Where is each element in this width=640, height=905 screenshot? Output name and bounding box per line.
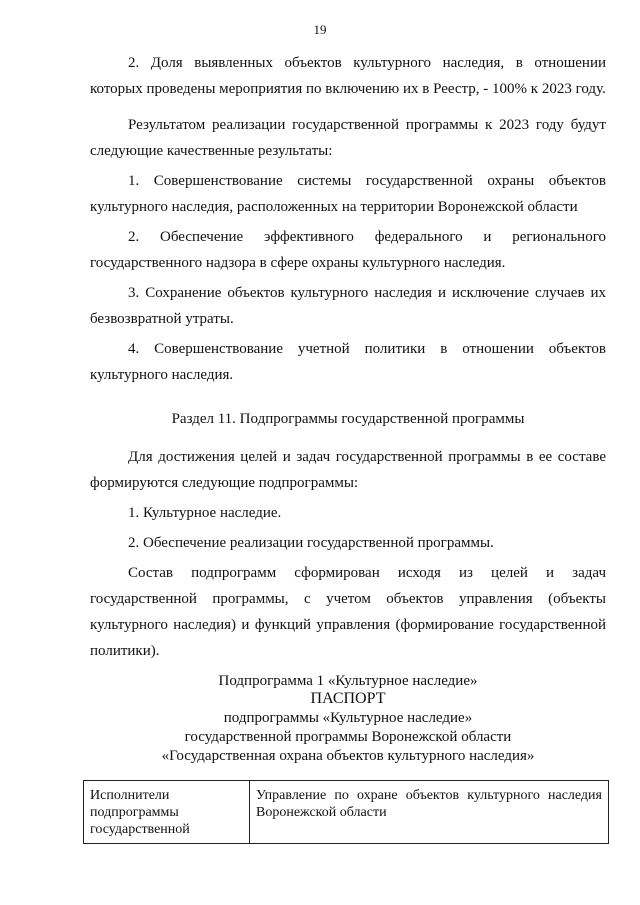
result-item-4: 4. Совершенствование учетной политики в отношении объектов культурного наследия. — [90, 341, 606, 383]
composition-paragraph: Состав подпрограмм сформирован исходя из целей и задач государственной программы, с учетом объектов управления (объекты культурного наследия) и функций управления (формирование государственной политики). — [90, 565, 606, 659]
page-number: 19 — [313, 22, 327, 37]
section-intro: Для достижения целей и задач государственной программы в ее составе формируются следующие подпрограммы: — [90, 449, 606, 491]
passport-line-1: подпрограммы «Культурное наследие» — [223, 710, 473, 726]
section-title: Раздел 11. Подпрограммы государственной программы — [171, 411, 525, 427]
paragraph-indicator: 2. Доля выявленных объектов культурного наследия, в отношении которых проведены мероприятия по включению их в Реестр, - 100% к 2023 году. — [90, 55, 606, 97]
passport-line-2: государственной программы Воронежской области — [184, 729, 512, 745]
passport-header — [90, 688, 606, 766]
subprogram-title: Подпрограмма 1 «Культурное наследие» — [218, 673, 478, 689]
passport-table — [83, 780, 609, 844]
passport-title: ПАСПОРТ — [310, 690, 386, 707]
main-text — [90, 50, 606, 694]
subprogram-item-1: 1. Культурное наследие. — [128, 505, 282, 521]
result-item-1: 1. Совершенствование системы государственной охраны объектов культурного наследия, расположенных на территории Воронежской области — [90, 173, 606, 215]
result-item-3: 3. Сохранение объектов культурного наследия и исключение случаев их безвозвратной утраты. — [90, 285, 606, 327]
table-value-cell: Управление по охране объектов культурного наследия Воронежской области — [256, 788, 602, 820]
passport-line-3: «Государственная охрана объектов культурного наследия» — [161, 748, 535, 764]
paragraph-results-intro: Результатом реализации государственной программы к 2023 году будут следующие качественные результаты: — [90, 117, 606, 159]
subprogram-item-2: 2. Обеспечение реализации государственной программы. — [128, 535, 494, 551]
result-item-2: 2. Обеспечение эффективного федерального и регионального государственного надзора в сфере охраны культурного наследия. — [90, 229, 606, 271]
table-label-cell: Исполнители подпрограммы государственной — [84, 781, 250, 843]
